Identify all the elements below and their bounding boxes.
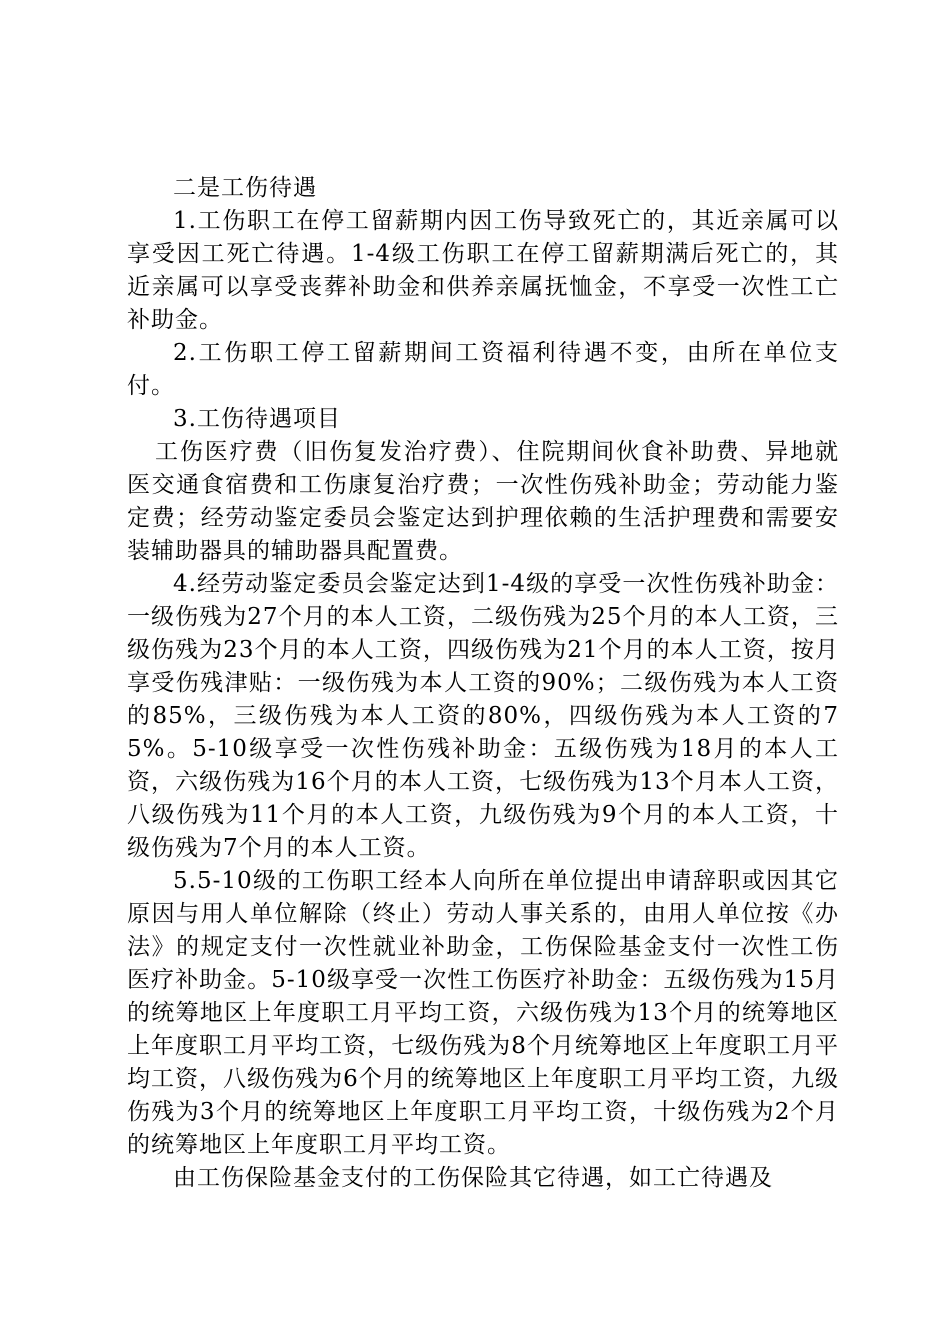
paragraph-item-1: 1.工伤职工在停工留薪期内因工伤导致死亡的，其近亲属可以享受因工死亡待遇。1-4级工伤职工在停工留薪期满后死亡的，其近亲属可以享受丧葬补助金和供养亲属抚恤金，不享受一次性工亡补助金。 <box>127 208 839 333</box>
document-body <box>127 172 839 1195</box>
paragraph-item-5: 5.5-10级的工伤职工经本人向所在单位提出申请辞职或因其它原因与用人单位解除（终止）劳动人事关系的，由用人单位按《办法》的规定支付一次性就业补助金，工伤保险基金支付一次性工伤医疗补助金。5-10级享受一次性工伤医疗补助金：五级伤残为15月的统筹地区上年度职工月平均工资，六级伤残为13个月的统筹地区上年度职工月平均工资，七级伤残为8个月统筹地区上年度职工月平均工资，八级伤残为6个月的统筹地区上年度职工月平均工资，九级伤残为3个月的统筹地区上年度职工月平均工资，十级伤残为2个月的统筹地区上年度职工月平均工资。 <box>127 868 839 1158</box>
paragraph-item-4: 4.经劳动鉴定委员会鉴定达到1-4级的享受一次性伤残补助金：一级伤残为27个月的本人工资，二级伤残为25个月的本人工资，三级伤残为23个月的本人工资，四级伤残为21个月的本人工资，按月享受伤残津贴：一级伤残为本人工资的90%；二级伤残为本人工资的85%，三级伤残为本人工资的80%，四级伤残为本人工资的75%。5-10级享受一次性伤残补助金：五级伤残为18月的本人工资，六级伤残为16个月的本人工资，七级伤残为13个月本人工资，八级伤残为11个月的本人工资，九级伤残为9个月的本人工资，十级伤残为7个月的本人工资。 <box>127 571 839 861</box>
section-heading: 二是工伤待遇 <box>173 175 317 201</box>
paragraph-item-3-heading: 3.工伤待遇项目 <box>173 406 341 432</box>
paragraph-closing: 由工伤保险基金支付的工伤保险其它待遇，如工亡待遇及 <box>173 1165 773 1191</box>
paragraph-item-3-body: 工伤医疗费（旧伤复发治疗费）、住院期间伙食补助费、异地就医交通食宿费和工伤康复治疗费；一次性伤残补助金；劳动能力鉴定费；经劳动鉴定委员会鉴定达到护理依赖的生活护理费和需要安装辅助器具的辅助器具配置费。 <box>127 439 839 564</box>
paragraph-item-2: 2.工伤职工停工留薪期间工资福利待遇不变，由所在单位支付。 <box>127 340 839 399</box>
